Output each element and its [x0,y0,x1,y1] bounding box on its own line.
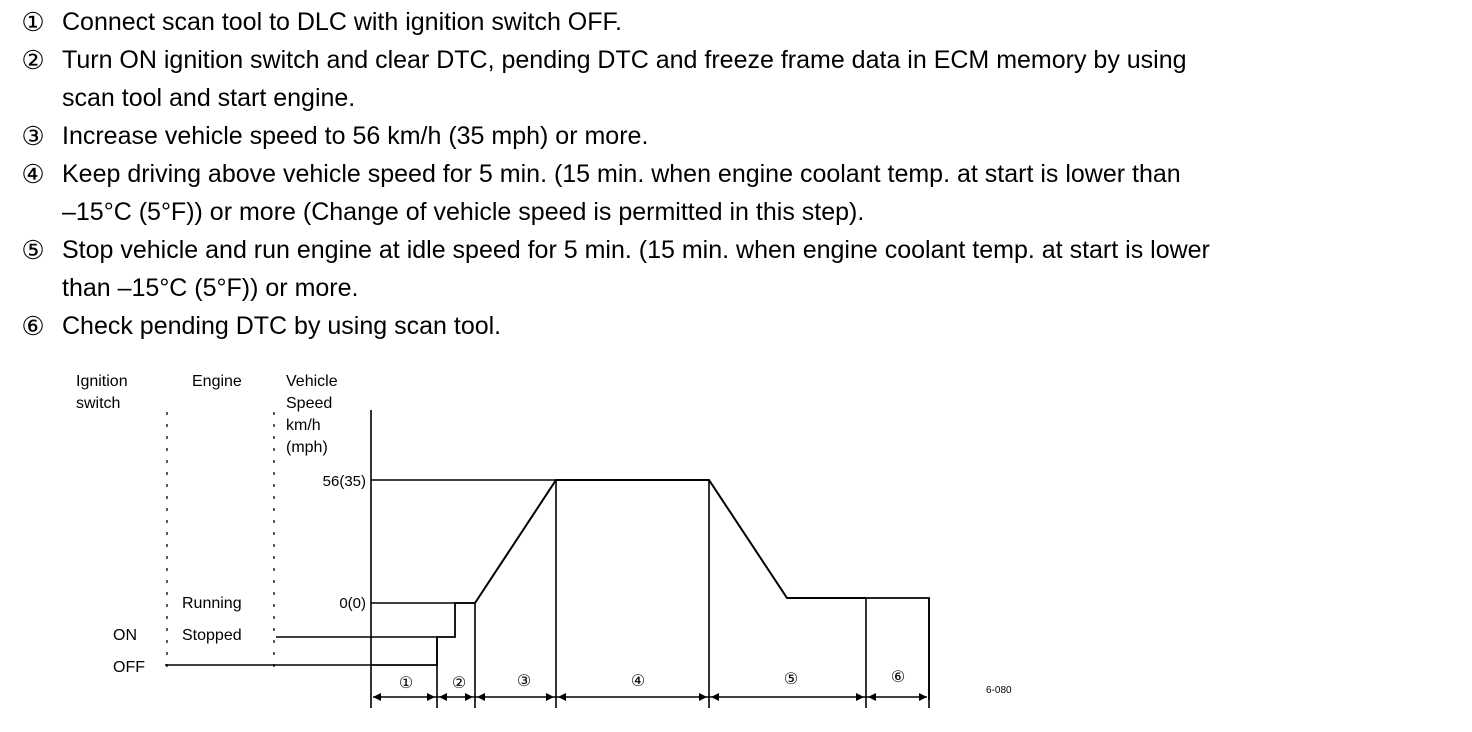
vehicle-speed-header: km/h [286,417,321,434]
vehicle-speed-header: Speed [286,395,333,412]
step-text: Turn ON ignition switch and clear DTC, pending DTC and freeze frame data in ECM memory by using [62,46,1187,74]
step-number: ⑤ [21,235,45,265]
step-text: Keep driving above vehicle speed for 5 min. (15 min. when engine coolant temp. at start is lower than [62,160,1181,188]
speed-high-label: 56(35) [322,473,366,490]
step-number: ② [21,45,45,75]
step-text: Stop vehicle and run engine at idle speed for 5 min. (15 min. when engine coolant temp. at start is lower [62,236,1210,264]
speed-zero-label: 0(0) [339,595,366,612]
phase-label: ① [398,675,414,692]
step-text: Check pending DTC by using scan tool. [62,312,502,340]
ignition-on-label: ON [113,627,137,644]
phase-label: ⑤ [783,671,799,688]
vehicle-speed-header: (mph) [286,439,328,456]
step-text-continued: scan tool and start engine. [62,84,356,112]
phase-label: ② [451,675,467,692]
vehicle-speed-header: Vehicle [286,373,338,390]
phase-label: ③ [516,673,532,690]
step-number: ① [21,7,45,37]
phase-label: ④ [630,673,646,690]
engine-stopped-label: Stopped [182,627,242,644]
step-number: ④ [21,159,45,189]
step-text: Increase vehicle speed to 56 km/h (35 mph) or more. [62,122,649,150]
signal-step-trace [371,603,475,665]
engine-running-label: Running [182,595,242,612]
step-text: Connect scan tool to DLC with ignition switch OFF. [62,8,622,36]
ignition-off-label: OFF [113,659,145,676]
step-text-continued: –15°C (5°F)) or more (Change of vehicle speed is permitted in this step). [62,198,865,226]
engine-header: Engine [192,373,242,390]
speed-profile [475,480,866,603]
ignition-header: switch [76,395,121,412]
ignition-header: Ignition [76,373,128,390]
step-number: ③ [21,121,45,151]
figure-code: 6-080 [986,685,1012,696]
step-text-continued: than –15°C (5°F)) or more. [62,274,359,302]
step-number: ⑥ [21,311,45,341]
phase-label: ⑥ [890,669,906,686]
